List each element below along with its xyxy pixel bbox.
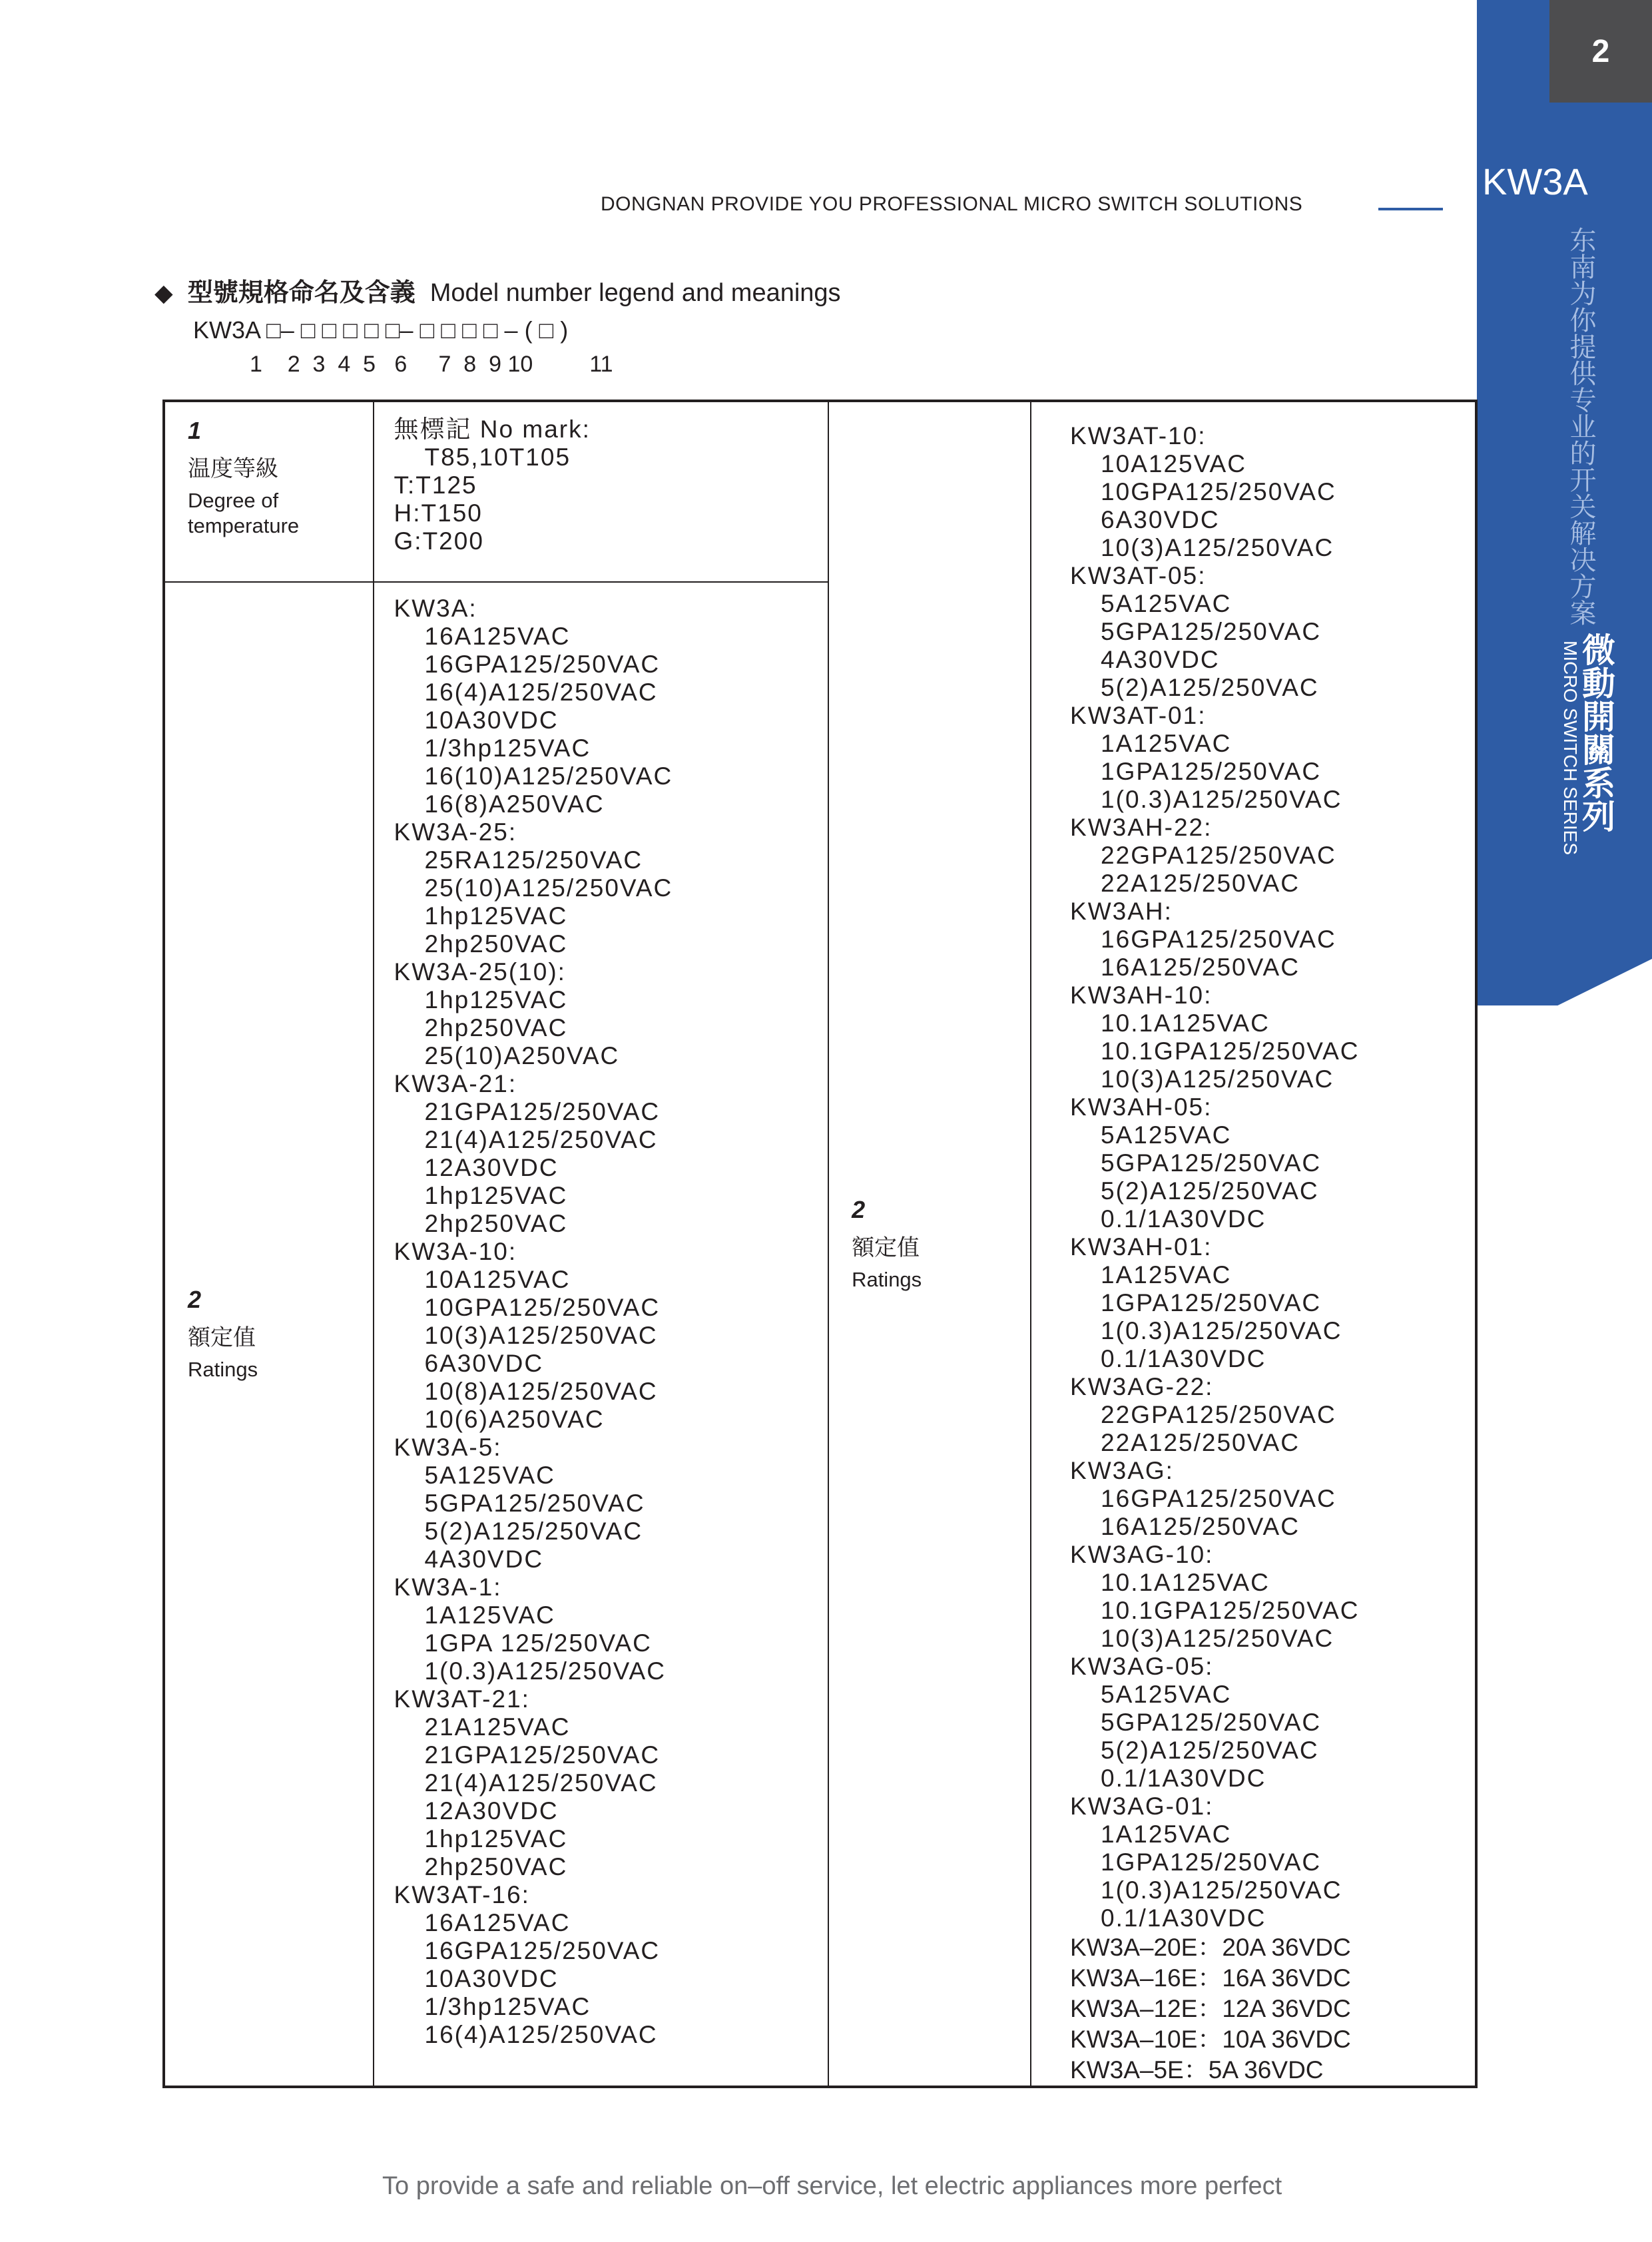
temperature-option: T85,10T105 xyxy=(424,443,571,471)
e-series-rating: KW3A–10E：10A 36VDC xyxy=(1070,2026,1351,2053)
rating-value: 1GPA125/250VAC xyxy=(1101,1848,1322,1876)
rating-value: 21GPA125/250VAC xyxy=(424,1741,661,1769)
model-legend: KW3A □– □ □ □ □ □– □ □ □ □ – ( □ ) xyxy=(193,316,569,344)
rating-value: 12A30VDC xyxy=(424,1154,559,1181)
e-series-rating: KW3A–20E：20A 36VDC xyxy=(1070,1934,1351,1961)
rating-value: 0.1/1A30VDC xyxy=(1101,1345,1266,1372)
rating-value: 2hp250VAC xyxy=(424,1853,568,1880)
model-legend-numbers: 1 2 3 4 5 6 7 8 9 10 11 xyxy=(193,352,613,377)
model-heading: KW3AH-05: xyxy=(1070,1093,1213,1121)
ratings-label-cn: 額定值 xyxy=(852,1234,920,1261)
ratings-values-right xyxy=(1031,401,1476,2087)
rating-value: 5A125VAC xyxy=(1101,590,1232,617)
model-heading: KW3AT-01: xyxy=(1070,702,1207,729)
rating-value: 5(2)A125/250VAC xyxy=(1101,1737,1319,1764)
model-heading: KW3AT-21: xyxy=(394,1685,530,1713)
rating-value: 5GPA125/250VAC xyxy=(1101,1709,1322,1736)
temperature-option: 無標記 No mark: xyxy=(394,416,591,443)
rating-value: 1A125VAC xyxy=(1101,730,1232,757)
rating-value: 16(10)A125/250VAC xyxy=(424,762,673,790)
rating-value: 16GPA125/250VAC xyxy=(1101,926,1336,953)
rating-value: 22GPA125/250VAC xyxy=(1101,1401,1336,1428)
model-heading: KW3A-25(10): xyxy=(394,958,566,985)
rating-value: 21GPA125/250VAC xyxy=(424,1098,661,1125)
rating-value: 1/3hp125VAC xyxy=(424,734,591,762)
rating-value: 1(0.3)A125/250VAC xyxy=(424,1657,666,1685)
model-heading: KW3AT-05: xyxy=(1070,562,1207,589)
model-heading: KW3A-25: xyxy=(394,818,517,846)
model-heading: KW3AH: xyxy=(1070,898,1173,925)
temp-values-cell xyxy=(374,401,829,582)
rating-value: 16A125VAC xyxy=(424,1909,571,1936)
model-heading: KW3AH-22: xyxy=(1070,814,1213,841)
side-slogan: 东南为你提供专业的开关解决方案 xyxy=(1565,226,1596,626)
rating-value: 10(3)A125/250VAC xyxy=(1101,534,1334,561)
model-heading: KW3A-1: xyxy=(394,1573,502,1601)
model-heading: KW3AG-05: xyxy=(1070,1653,1214,1680)
series-title-cn: 微動開關系列 xyxy=(1577,633,1615,832)
rating-value: 16GPA125/250VAC xyxy=(424,651,661,678)
model-heading: KW3AG-22: xyxy=(1070,1373,1214,1400)
model-heading: KW3A-10: xyxy=(394,1238,517,1265)
rating-value: 1(0.3)A125/250VAC xyxy=(1101,786,1342,813)
rating-value: 10A30VDC xyxy=(424,1965,559,1992)
rating-value: 22A125/250VAC xyxy=(1101,1429,1300,1456)
rating-value: 5GPA125/250VAC xyxy=(1101,618,1322,645)
ratings-number: 2 xyxy=(852,1195,866,1223)
rating-value: 10A125VAC xyxy=(1101,450,1246,477)
rating-value: 1hp125VAC xyxy=(424,986,568,1013)
temperature-option: T:T125 xyxy=(394,471,477,499)
temp-label-cell xyxy=(164,401,374,582)
temp-number: 1 xyxy=(188,417,202,444)
rating-value: 5(2)A125/250VAC xyxy=(424,1518,643,1545)
rating-value: 21(4)A125/250VAC xyxy=(424,1126,658,1153)
rating-value: 5GPA125/250VAC xyxy=(1101,1149,1322,1177)
section-title xyxy=(154,272,841,308)
rating-value: 10(8)A125/250VAC xyxy=(424,1378,658,1405)
rating-value: 22A125/250VAC xyxy=(1101,870,1300,897)
rating-value: 16A125/250VAC xyxy=(1101,1513,1300,1540)
model-heading: KW3AG: xyxy=(1070,1457,1174,1484)
rating-value: 16GPA125/250VAC xyxy=(1101,1485,1336,1512)
rating-value: 10.1A125VAC xyxy=(1101,1569,1270,1596)
temp-label-en: Degree of temperature xyxy=(188,489,300,537)
diamond-bullet-icon: ◆ xyxy=(154,279,173,306)
rating-value: 0.1/1A30VDC xyxy=(1101,1205,1266,1233)
rating-value: 5(2)A125/250VAC xyxy=(1101,1177,1319,1205)
ratings-label-cell-right xyxy=(828,401,1031,2087)
left-rating-groups xyxy=(394,595,828,2049)
section-title-en: Model number legend and meanings xyxy=(429,279,841,307)
rating-value: 1A125VAC xyxy=(424,1601,555,1629)
rating-value: 21(4)A125/250VAC xyxy=(424,1769,658,1797)
rating-value: 21A125VAC xyxy=(424,1713,571,1741)
rating-value: 22GPA125/250VAC xyxy=(1101,842,1336,869)
e-series-ratings xyxy=(1070,1932,1475,2086)
rating-value: 16A125VAC xyxy=(424,623,571,650)
rating-value: 1GPA 125/250VAC xyxy=(424,1629,652,1657)
model-heading: KW3A-21: xyxy=(394,1070,517,1097)
rating-value: 5GPA125/250VAC xyxy=(424,1490,645,1517)
rating-value: 1/3hp125VAC xyxy=(424,1993,591,2020)
spec-table xyxy=(162,400,1478,2088)
temp-label-cn: 温度等級 xyxy=(188,455,278,482)
rating-value: 10(6)A250VAC xyxy=(424,1406,605,1433)
rating-value: 5A125VAC xyxy=(1101,1121,1232,1149)
footer-slogan: To provide a safe and reliable on–off service, let electric appliances more perfect xyxy=(382,2172,1282,2200)
rating-value: 10A30VDC xyxy=(424,706,559,734)
rating-value: 10(3)A125/250VAC xyxy=(1101,1065,1334,1093)
model-heading: KW3A-5: xyxy=(394,1434,502,1461)
rating-value: 6A30VDC xyxy=(1101,506,1220,533)
e-series-rating: KW3A–16E：16A 36VDC xyxy=(1070,1964,1351,1992)
ratings-label-en: Ratings xyxy=(188,1358,258,1381)
rating-value: 1A125VAC xyxy=(1101,1821,1232,1848)
model-heading: KW3AT-10: xyxy=(1070,422,1207,449)
rating-value: 25(10)A125/250VAC xyxy=(424,874,673,902)
rating-value: 6A30VDC xyxy=(424,1350,544,1377)
rating-value: 4A30VDC xyxy=(1101,646,1220,673)
rating-value: 5A125VAC xyxy=(1101,1681,1232,1708)
rating-value: 1(0.3)A125/250VAC xyxy=(1101,1317,1342,1344)
rating-value: 16(4)A125/250VAC xyxy=(424,2021,658,2048)
rating-value: 25(10)A250VAC xyxy=(424,1042,620,1069)
rating-value: 5A125VAC xyxy=(424,1462,555,1489)
header-tagline: DONGNAN PROVIDE YOU PROFESSIONAL MICRO SWITCH SOLUTIONS xyxy=(601,193,1303,215)
rating-value: 1hp125VAC xyxy=(424,1182,568,1209)
ratings-label-cell-left xyxy=(164,582,374,2087)
rating-value: 16(8)A250VAC xyxy=(424,790,605,818)
e-series-rating: KW3A–12E：12A 36VDC xyxy=(1070,1995,1351,2022)
rating-value: 10A125VAC xyxy=(424,1266,571,1293)
model-heading: KW3AT-16: xyxy=(394,1881,530,1908)
rating-value: 10GPA125/250VAC xyxy=(424,1294,661,1321)
rating-value: 10.1A125VAC xyxy=(1101,1009,1270,1037)
temperature-option: G:T200 xyxy=(394,527,484,555)
header-rule xyxy=(1378,208,1443,210)
model-heading: KW3AH-10: xyxy=(1070,981,1213,1009)
rating-value: 25RA125/250VAC xyxy=(424,846,643,874)
rating-value: 1GPA125/250VAC xyxy=(1101,1289,1322,1316)
rating-value: 1hp125VAC xyxy=(424,902,568,930)
model-heading: KW3AG-10: xyxy=(1070,1541,1214,1568)
rating-value: 0.1/1A30VDC xyxy=(1101,1765,1266,1792)
rating-value: 1A125VAC xyxy=(1101,1261,1232,1288)
rating-value: 0.1/1A30VDC xyxy=(1101,1904,1266,1932)
rating-value: 5(2)A125/250VAC xyxy=(1101,674,1319,701)
e-series-rating: KW3A–5E：5A 36VDC xyxy=(1070,2056,1324,2084)
model-heading: KW3AG-01: xyxy=(1070,1793,1214,1820)
rating-value: 10(3)A125/250VAC xyxy=(424,1322,658,1349)
rating-value: 2hp250VAC xyxy=(424,1210,568,1237)
rating-value: 10.1GPA125/250VAC xyxy=(1101,1037,1360,1065)
page-number: 2 xyxy=(1549,0,1652,103)
rating-value: 2hp250VAC xyxy=(424,930,568,958)
rating-value: 10GPA125/250VAC xyxy=(1101,478,1336,505)
rating-value: 16A125/250VAC xyxy=(1101,954,1300,981)
rating-value: 1hp125VAC xyxy=(424,1825,568,1852)
right-rating-groups xyxy=(1070,422,1475,1932)
rating-value: 12A30VDC xyxy=(424,1797,559,1824)
temperature-option: H:T150 xyxy=(394,499,483,527)
rating-value: 16GPA125/250VAC xyxy=(424,1937,661,1964)
rating-value: 2hp250VAC xyxy=(424,1014,568,1041)
rating-value: 4A30VDC xyxy=(424,1545,544,1573)
rating-value: 1(0.3)A125/250VAC xyxy=(1101,1876,1342,1904)
section-title-cn: 型號規格命名及含義 xyxy=(187,278,415,307)
rating-value: 10.1GPA125/250VAC xyxy=(1101,1597,1360,1624)
model-heading: KW3A: xyxy=(394,595,477,622)
model-tag: KW3A xyxy=(1482,160,1588,202)
ratings-label-cn: 額定值 xyxy=(188,1324,256,1351)
rating-value: 16(4)A125/250VAC xyxy=(424,679,658,706)
rating-value: 10(3)A125/250VAC xyxy=(1101,1625,1334,1652)
temp-values xyxy=(394,416,828,555)
rating-value: 1GPA125/250VAC xyxy=(1101,758,1322,785)
ratings-label-en: Ratings xyxy=(852,1267,922,1291)
series-title-en: MICRO SWITCH SERIES xyxy=(1560,641,1581,856)
model-heading: KW3AH-01: xyxy=(1070,1233,1213,1261)
ratings-values-left xyxy=(374,582,829,2087)
ratings-number: 2 xyxy=(188,1286,202,1313)
